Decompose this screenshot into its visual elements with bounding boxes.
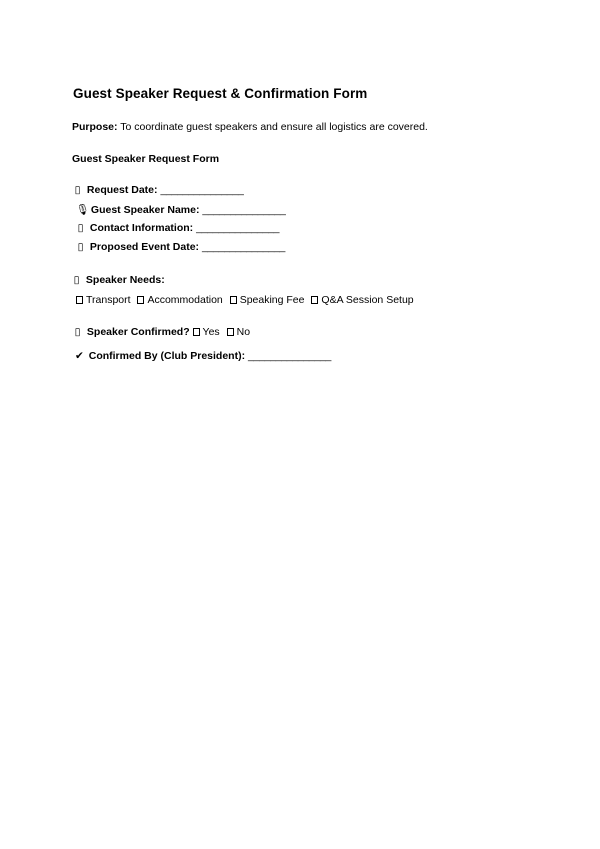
purpose-text: To coordinate guest speakers and ensure all logistics are covered. [120, 121, 428, 133]
field-request-date [72, 184, 244, 196]
option-speaking-fee[interactable] [230, 294, 305, 306]
clipboard-icon: ▯ [73, 274, 80, 286]
checkmark-box-icon: ▯ [74, 326, 81, 338]
page-title: Guest Speaker Request & Confirmation Form [73, 86, 368, 101]
calendar-icon: ▯ [77, 241, 84, 253]
microphone-icon: 🎙 [76, 204, 90, 216]
blank-line[interactable]: _______________ [248, 350, 332, 362]
field-contact-information [75, 222, 279, 234]
speaker-needs-options [76, 294, 418, 306]
checkbox[interactable] [227, 328, 234, 336]
option-label: Transport [86, 294, 131, 306]
checkbox[interactable] [230, 296, 237, 304]
option-no[interactable] [227, 326, 250, 338]
speaker-needs-label: Speaker Needs: [85, 274, 165, 286]
field-label: Guest Speaker Name: [90, 204, 200, 216]
field-label: Request Date: [86, 184, 158, 196]
blank-line[interactable]: _______________ [202, 204, 286, 216]
section-heading: Guest Speaker Request Form [72, 153, 220, 165]
option-label: Accommodation [147, 294, 223, 306]
option-yes[interactable] [193, 326, 220, 338]
option-accommodation[interactable] [137, 294, 222, 306]
blank-line[interactable]: _______________ [201, 241, 286, 253]
option-label: No [236, 326, 251, 338]
confirmed-by-label: Confirmed By (Club President): [88, 350, 246, 362]
check-icon: ✔ [75, 350, 84, 362]
confirmed-by-line [75, 350, 331, 362]
option-label: Speaking Fee [239, 294, 305, 306]
field-guest-speaker-name [76, 203, 286, 216]
phone-icon: ▯ [77, 222, 84, 234]
checkbox[interactable] [311, 296, 318, 304]
blank-line[interactable]: _______________ [196, 222, 280, 234]
option-label: Q&A Session Setup [321, 294, 414, 306]
calendar-icon: ▯ [74, 184, 81, 196]
speaker-confirmed-label: Speaker Confirmed? [86, 326, 190, 338]
checkbox[interactable] [193, 328, 200, 336]
speaker-needs-heading [71, 274, 165, 286]
option-qa-session-setup[interactable] [311, 294, 413, 306]
option-transport[interactable] [76, 294, 131, 306]
purpose-line [72, 121, 428, 133]
field-label: Contact Information: [89, 222, 194, 234]
speaker-confirmed-line [72, 326, 254, 338]
checkbox[interactable] [76, 296, 83, 304]
option-label: Yes [202, 326, 220, 338]
checkbox[interactable] [137, 296, 144, 304]
purpose-label: Purpose: [72, 121, 118, 133]
field-label: Proposed Event Date: [89, 241, 200, 253]
field-proposed-event-date [75, 241, 285, 253]
blank-line[interactable]: _______________ [160, 184, 244, 196]
